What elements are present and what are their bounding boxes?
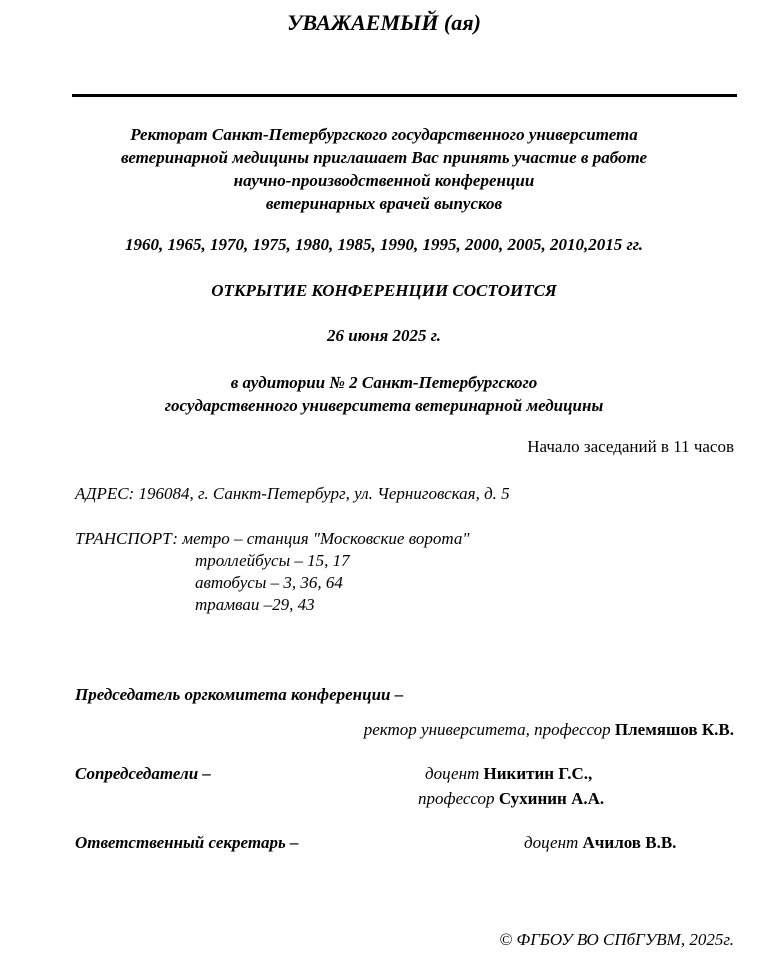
bus-text: автобусы – 3, 36, 64 (195, 573, 343, 592)
graduation-years: 1960, 1965, 1970, 1975, 1980, 1985, 1990, 1995, 2000, 2005, 2010,2015 гг. (124, 235, 644, 254)
cochair-person (425, 764, 592, 784)
conference-date: 26 июня 2025 г. (326, 326, 442, 345)
chair-label: Председатель оргкомитета конференции – (75, 685, 404, 704)
invitation-line: Ректорат Санкт-Петербургского государственного университета (130, 125, 638, 144)
address-text: АДРЕС: 196084, г. Санкт-Петербург, ул. Черниговская, д. 5 (75, 484, 510, 503)
trolleybus-text: троллейбусы – 15, 17 (195, 551, 350, 570)
chair-person (364, 720, 734, 740)
cochair-name: Сухинин А.А. (498, 789, 605, 808)
invitation-line: ветеринарной медицины приглашает Вас принять участие в работе (120, 148, 648, 167)
invitation-line: ветеринарных врачей выпусков (265, 194, 503, 213)
secretary-person (524, 833, 676, 853)
transport-metro (75, 528, 469, 550)
venue-line: государственного университета ветеринарной медицины (164, 396, 604, 415)
tram-text: трамваи –29, 43 (195, 595, 315, 614)
transport-list (195, 550, 350, 616)
metro-text: метро – станция "Московские ворота" (182, 529, 470, 548)
secretary-label: Ответственный секретарь – (75, 833, 299, 852)
signature-line (72, 94, 737, 97)
transport-label: ТРАНСПОРТ: (75, 529, 179, 548)
greeting-heading: УВАЖАЕМЫЙ (ая) (287, 10, 481, 35)
invitation-text (0, 123, 768, 215)
cochair-name: Никитин Г.С., (483, 764, 593, 783)
invitation-line: научно-производственной конференции (233, 171, 535, 190)
secretary-title: доцент (524, 833, 579, 852)
chair-name: Племяшов К.В. (614, 720, 734, 739)
session-start: Начало заседаний в 11 часов (527, 437, 734, 456)
venue-line: в аудитории № 2 Санкт-Петербургского (230, 373, 538, 392)
cochair-title: профессор (418, 789, 495, 808)
cochairs-label: Сопредседатели – (75, 764, 211, 783)
secretary-name: Ачилов В.В. (582, 833, 677, 852)
copyright-text: © ФГБОУ ВО СПбГУВМ, 2025г. (499, 930, 734, 949)
cochair-person (418, 789, 604, 809)
venue-text (0, 371, 768, 417)
opening-heading: ОТКРЫТИЕ КОНФЕРЕНЦИИ СОСТОИТСЯ (211, 281, 557, 300)
chair-title: ректор университета, профессор (363, 720, 611, 739)
cochair-title: доцент (425, 764, 480, 783)
